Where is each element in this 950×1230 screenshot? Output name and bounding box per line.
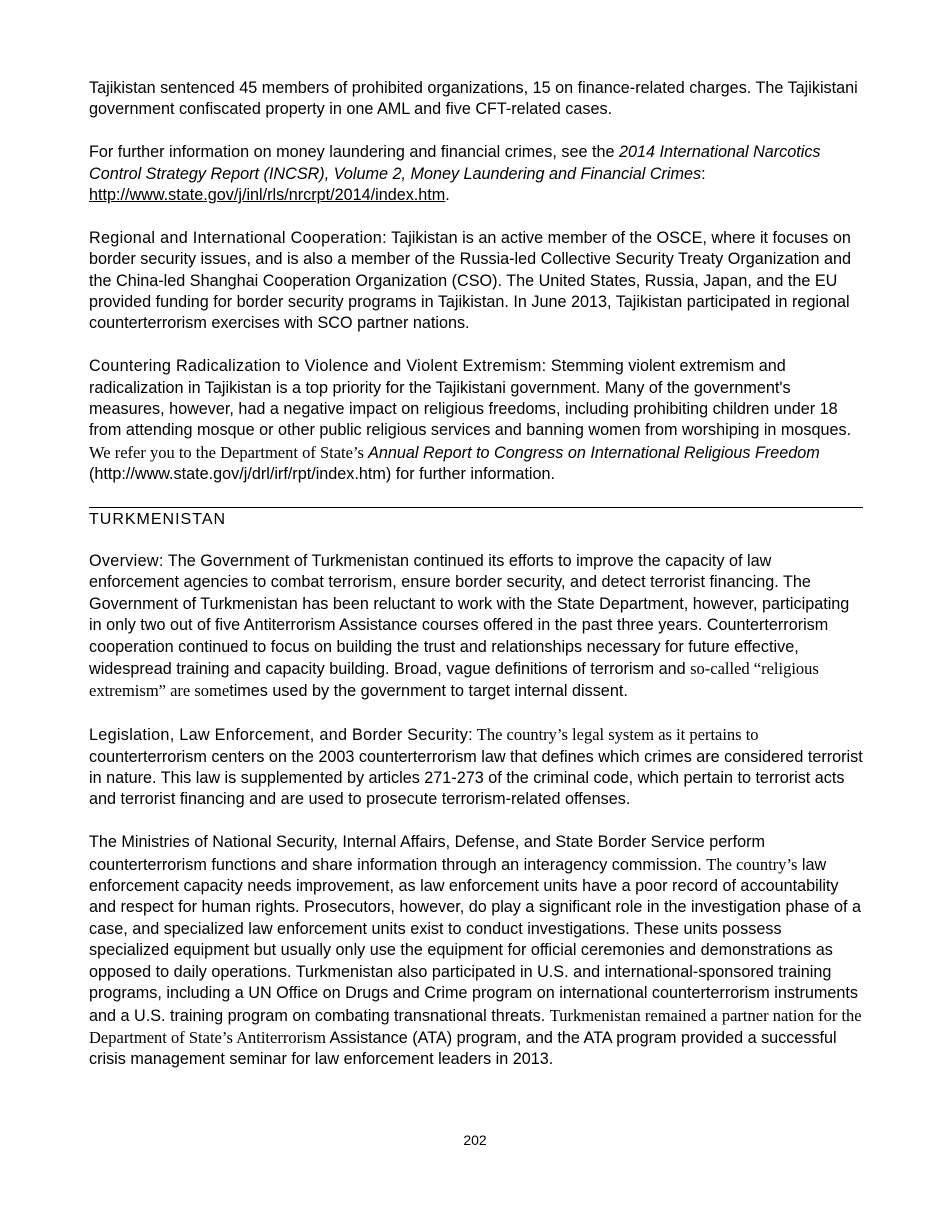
paragraph-ministries: [89, 832, 863, 1070]
countering-radicalization-body: Stemming violent extremism and radicalization in Tajikistan is a top priority for the Tajikistani government. Many of the government's measures, however, had a negative impact on religious freedoms, including prohibiting children under 18 from attending mosque or other public religious services and banning women from worshiping in mosques.: [89, 357, 852, 440]
overview-end: times used by the government to target internal dissent.: [229, 682, 628, 701]
ministries-serif-1: The country’s: [706, 854, 798, 874]
legislation-heading: Legislation, Law Enforcement, and Border Security:: [89, 726, 473, 745]
overview-body: The Government of Turkmenistan continued its efforts to improve the capacity of law enforcement agencies to combat terrorism, ensure border security, and detect terrorist financing. The Government of Turkmenistan has been reluctant to work with the State Department, however, participating in only two out of five Antiterrorism Assistance courses offered in the past three years. Counterterrorism cooperation continued to focus on building the trust and relationships necessary for future effective, widespread training and capacity building. Broad, vague definitions of terrorism and: [89, 552, 850, 679]
paragraph-overview: [89, 551, 863, 703]
ministries-part-b: law enforcement capacity needs improvement, as law enforcement units have a poor record of accountability and respect for human rights. Prosecutors, however, do play a significant role in the investigation phase of a case, and specialized law enforcement units exist to conduct investigations. These units possess specialized equipment but usually only use the equipment for official ceremonies and demonstrations as opposed to daily operations. Turkmenistan also participated in U.S. and international-sponsored training programs, including a UN Office on Drugs and Crime program on international counterterrorism instruments and a U.S. training program on combating transnational threats.: [89, 855, 862, 1025]
section-divider: [89, 507, 863, 508]
overview-serif: so-called “religious extremism” are some: [89, 659, 819, 701]
section-title-turkmenistan: TURKMENISTAN: [89, 511, 227, 528]
countering-radicalization-refer: We refer you to the Department of State’s: [89, 442, 369, 462]
document-body-turkmenistan: [89, 551, 863, 1071]
further-info-intro: For further information on money laundering and financial crimes, see the: [89, 143, 619, 162]
ministries-part-c: Assistance (ATA) program, and the ATA program provided a successful crisis management seminar for law enforcement leaders in 2013.: [89, 1028, 837, 1069]
paragraph-regional-cooperation: [89, 228, 863, 335]
further-info-colon: :: [701, 164, 706, 183]
document-body-top: [89, 78, 863, 486]
regional-cooperation-heading: Regional and International Cooperation:: [89, 228, 387, 247]
countering-radicalization-end: (http://www.state.gov/j/drl/irf/rpt/index.htm) for further information.: [89, 465, 556, 484]
ministries-part-a: The Ministries of National Security, Internal Affairs, Defense, and State Border Service perform counterterrorism functions and share information through an interagency commission.: [89, 833, 765, 874]
regional-cooperation-body: Tajikistan is an active member of the OSCE, where it focuses on border security issues, and is also a member of the Russia-led Collective Security Treaty Organization and the China-led Shanghai Cooperation Organization (CSO). The United States, Russia, Japan, and the EU provided funding for border security programs in Tajikistan. In June 2013, Tajikistan participated in regional counterterrorism exercises with SCO partner nations.: [89, 228, 852, 333]
legislation-serif: The country’s legal system as it pertains to: [472, 725, 759, 745]
incsr-report-title: 2014 International Narcotics Control Strategy Report (INCSR), Volume 2, Money Laundering and Financial Crimes: [89, 143, 821, 183]
overview-heading: Overview:: [89, 552, 164, 570]
paragraph-sentencing: Tajikistan sentenced 45 members of prohibited organizations, 15 on finance-related charges. The Tajikistani government confiscated property in one AML and five CFT-related cases.: [89, 79, 858, 119]
legislation-body: counterterrorism centers on the 2003 counterterrorism law that defines which crimes are considered terrorist in nature. This law is supplemented by articles 271-273 of the criminal code, which pertain to terrorist acts and terrorist financing and are used to prosecute terrorism-related offenses.: [89, 747, 863, 809]
page-number: 202: [463, 1132, 487, 1148]
countering-radicalization-heading: Countering Radicalization to Violence and Violent Extremism:: [89, 357, 547, 376]
further-info-end: .: [445, 186, 450, 205]
ministries-serif-2: Turkmenistan remained a partner nation for the Department of State’s Antiterrorism: [89, 1005, 862, 1047]
paragraph-countering-radicalization: [89, 356, 863, 485]
paragraph-legislation: [89, 724, 863, 811]
paragraph-further-info: [89, 142, 863, 206]
religious-freedom-report-title: Annual Report to Congress on International Religious Freedom: [368, 443, 820, 462]
incsr-link[interactable]: http://www.state.gov/j/inl/rls/nrcrpt/2014/index.htm: [89, 186, 446, 205]
